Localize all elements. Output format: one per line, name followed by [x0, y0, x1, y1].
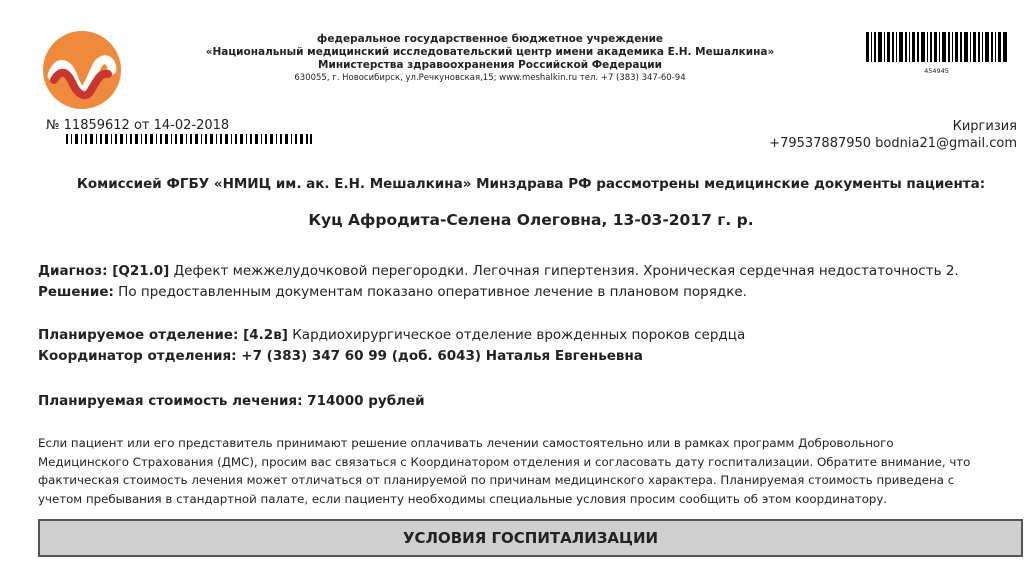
coordinator-text: Координатор отделения: +7 (383) 347 60 99 (доб. 6043) Наталья Евгеньевна: [38, 348, 643, 364]
org-address: 630055, г. Новосибирск, ул.Речкуновская,15; www.meshalkin.ru тел. +7 (383) 347-60-94: [294, 73, 686, 83]
coordinator-line: [38, 346, 745, 367]
notice-line-2: Медицинского Страхования (ДМС), просим вас связаться с Координатором отделения и согласовать дату госпитализации. Обратите внимание, что: [38, 454, 971, 469]
center-logo: [42, 30, 122, 110]
org-line-2: «Национальный медицинский исследовательский центр имени академика Е.Н. Мешалкина»: [205, 46, 775, 58]
department-line: [38, 325, 745, 346]
diagnosis-line: [38, 261, 959, 282]
notice-line-3: фактическая стоимость лечения может отличаться от планируемой по причинам медицинского характера. Планируемая стоимость приведена с: [38, 473, 955, 487]
commission-heading: Комиссией ФГБУ «НМИЦ им. ак. Е.Н. Мешалкина» Минздрава РФ рассмотрены медицинские документы пациента:: [76, 176, 986, 192]
notice-line-4: учетом пребывания в стандартной палате, если пациенту необходимы специальные условия просим сообщить об этом координатору.: [38, 491, 888, 506]
reference-barcode-icon: [66, 134, 312, 144]
notice-paragraph: [38, 434, 1023, 508]
section-banner: УСЛОВИЯ ГОСПИТАЛИЗАЦИИ: [38, 519, 1023, 557]
document-barcode: [866, 32, 1007, 75]
org-line-1: федеральное государственное бюджетное учреждение: [316, 33, 664, 45]
notice-line-1: Если пациент или его представитель принимают решение оплачивать лечении самостоятельно или в рамках программ Добровольного: [38, 436, 894, 450]
patient-country: Киргизия: [952, 119, 1017, 134]
department-block: [38, 325, 745, 367]
barcode-icon: [866, 32, 1007, 62]
decision-line: [38, 282, 959, 303]
department-label: Планируемое отделение: [4.2в]: [38, 327, 288, 343]
decision-label: Решение:: [38, 284, 114, 300]
cost-block: [38, 391, 425, 412]
patient-contact: [769, 118, 1017, 152]
decision-text: По предоставленным документам показано оперативное лечение в плановом порядке.: [113, 284, 747, 300]
patient-phone-email: +79537887950 bodnia21@gmail.com: [769, 136, 1017, 151]
barcode-number: 454945: [924, 67, 949, 75]
department-text: Кардиохирургическое отделение врожденных пороков сердца: [287, 327, 746, 343]
diagnosis-text: Дефект межжелудочковой перегородки. Легочная гипертензия. Хроническая сердечная недостаточность 2.: [169, 263, 959, 279]
reference-number: № 11859612 от 14-02-2018: [46, 118, 230, 133]
org-line-3: Министерства здравоохранения Российской Федерации: [318, 59, 662, 71]
patient-name: Куц Афродита-Селена Олеговна, 13-03-2017 г. р.: [308, 211, 754, 229]
diagnosis-label: Диагноз: [Q21.0]: [38, 263, 170, 279]
organization-header: [180, 33, 800, 85]
cost-text: Планируемая стоимость лечения: 714000 рублей: [38, 393, 425, 409]
diagnosis-block: [38, 261, 959, 303]
